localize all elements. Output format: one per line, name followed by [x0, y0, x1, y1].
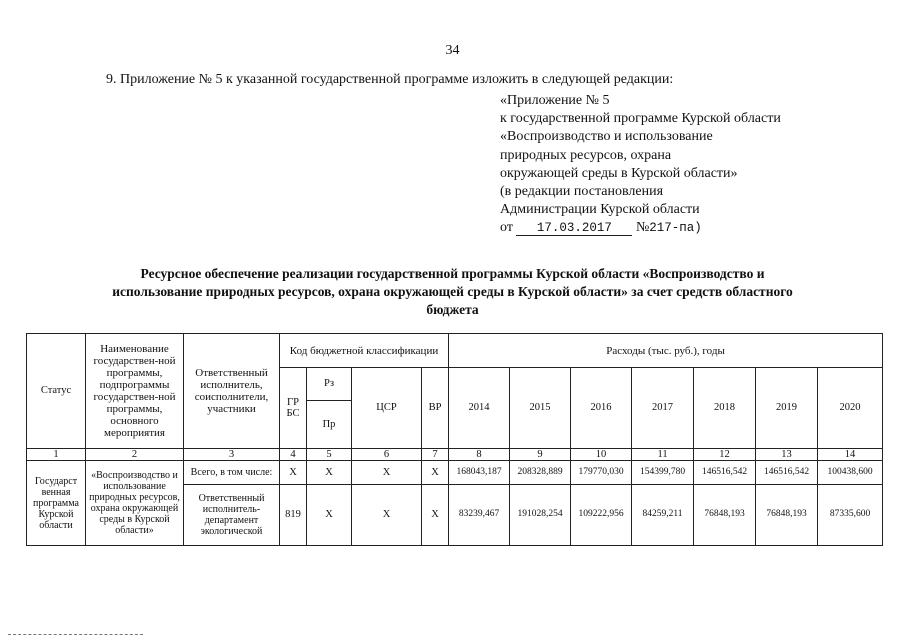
value-cell: 109222,956 — [571, 485, 632, 546]
column-number: 10 — [571, 449, 632, 461]
column-number: 12 — [694, 449, 756, 461]
appendix-line: Администрации Курской области — [500, 202, 700, 218]
value-cell: 168043,187 — [449, 461, 510, 485]
header-grbs: ГР БС — [280, 368, 307, 449]
intro-paragraph: 9. Приложение № 5 к указанной государственной программе изложить в следующей редакции: — [106, 72, 674, 87]
column-number: 7 — [422, 449, 449, 461]
heading-line: Ресурсное обеспечение реализации государственной программы Курской области «Воспроизводство и — [140, 266, 765, 281]
resolution-date: 17.03.2017 — [516, 222, 632, 236]
value-cell: 146516,542 — [756, 461, 818, 485]
header-year: 2014 — [449, 368, 510, 449]
executor-cell: Ответственный исполнитель-департамент экологической — [184, 485, 280, 546]
appendix-line: к государственной программе Курской области — [500, 111, 781, 127]
column-number: 8 — [449, 449, 510, 461]
vr-cell: X — [422, 485, 449, 546]
column-number: 14 — [818, 449, 883, 461]
from-label: от — [500, 220, 513, 236]
rzpr-cell: X — [307, 485, 352, 546]
status-cell: Государст венная программа Курской области — [27, 461, 86, 546]
header-rz: Рз — [307, 368, 352, 401]
column-number: 6 — [352, 449, 422, 461]
csr-cell: X — [352, 461, 422, 485]
column-number: 4 — [280, 449, 307, 461]
column-number: 1 — [27, 449, 86, 461]
number-label: № — [635, 220, 650, 236]
header-csr: ЦСР — [352, 368, 422, 449]
header-expenses: Расходы (тыс. руб.), годы — [449, 334, 883, 368]
appendix-line: природных ресурсов, охрана — [500, 147, 672, 163]
table-heading — [60, 265, 845, 319]
program-name-cell: «Воспроизводство и использование природных ресурсов, охрана окружающей среды в Курской области» — [86, 461, 184, 546]
header-budget-code: Код бюджетной классификации — [280, 334, 449, 368]
column-number: 11 — [632, 449, 694, 461]
value-cell: 76848,193 — [694, 485, 756, 546]
heading-line: использование природных ресурсов, охрана окружающей среды в Курской области» за счет средств областного — [112, 284, 793, 299]
column-number: 9 — [510, 449, 571, 461]
column-number: 2 — [86, 449, 184, 461]
grbs-cell: X — [280, 461, 307, 485]
resource-table — [26, 333, 883, 546]
table-row — [27, 461, 883, 485]
header-pr: Пр — [307, 401, 352, 449]
value-cell: 100438,600 — [818, 461, 883, 485]
appendix-line: «Приложение № 5 — [500, 93, 610, 108]
column-number: 3 — [184, 449, 280, 461]
page-number: 34 — [445, 43, 460, 58]
value-cell: 146516,542 — [694, 461, 756, 485]
heading-line: бюджета — [426, 302, 479, 317]
value-cell: 76848,193 — [756, 485, 818, 546]
value-cell: 84259,211 — [632, 485, 694, 546]
value-cell: 191028,254 — [510, 485, 571, 546]
header-vr: ВР — [422, 368, 449, 449]
grbs-cell: 819 — [280, 485, 307, 546]
value-cell: 83239,467 — [449, 485, 510, 546]
header-year: 2020 — [818, 368, 883, 449]
appendix-line: (в редакции постановления — [500, 184, 664, 200]
header-status: Статус — [27, 334, 86, 449]
value-cell: 208328,889 — [510, 461, 571, 485]
header-year: 2019 — [756, 368, 818, 449]
appendix-block — [500, 92, 781, 238]
resolution-number: 217-па) — [649, 221, 702, 236]
column-number: 13 — [756, 449, 818, 461]
header-year: 2018 — [694, 368, 756, 449]
value-cell: 154399,780 — [632, 461, 694, 485]
vr-cell: X — [422, 461, 449, 485]
column-number: 5 — [307, 449, 352, 461]
header-year: 2017 — [632, 368, 694, 449]
value-cell: 179770,030 — [571, 461, 632, 485]
rzpr-cell: X — [307, 461, 352, 485]
appendix-date-line — [500, 219, 781, 237]
value-cell: 87335,600 — [818, 485, 883, 546]
appendix-line: окружающей среды в Курской области» — [500, 165, 738, 181]
header-year: 2016 — [571, 368, 632, 449]
executor-cell: Всего, в том числе: — [184, 461, 280, 485]
header-year: 2015 — [510, 368, 571, 449]
appendix-line: «Воспроизводство и использование — [500, 129, 713, 145]
header-name: Наименование государствен-ной программы, подпрограммы государствен-ной программы, основного мероприятия — [86, 334, 184, 449]
csr-cell: X — [352, 485, 422, 546]
footer-divider — [8, 634, 143, 635]
header-executor: Ответственный исполнитель, соисполнители, участники — [184, 334, 280, 449]
